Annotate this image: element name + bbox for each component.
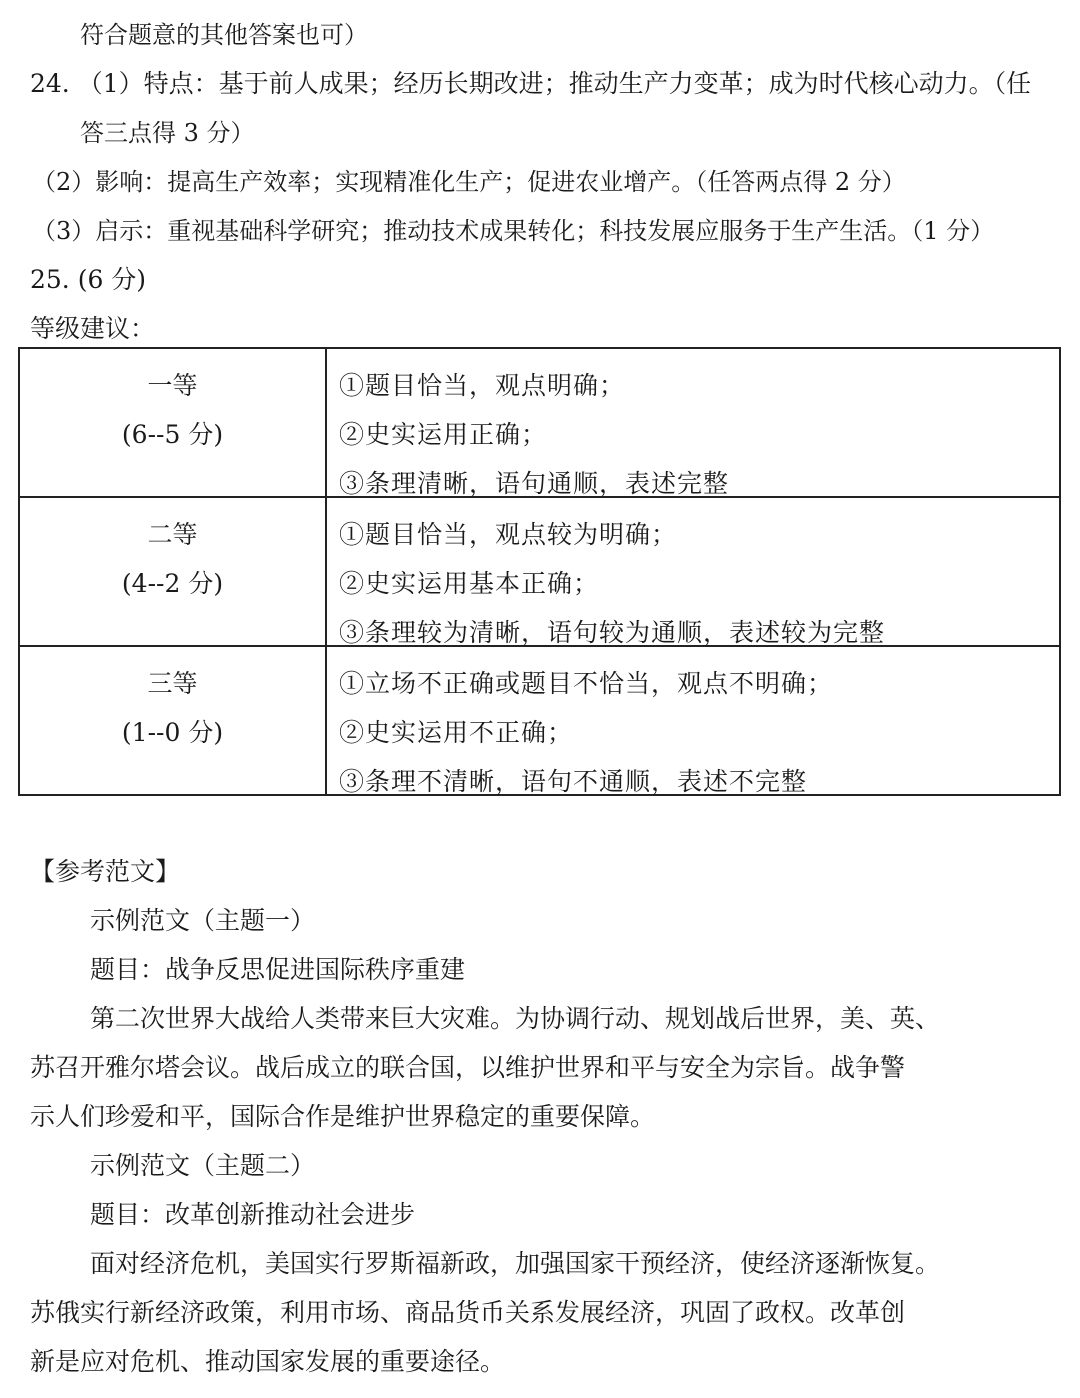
criteria-cell [326, 348, 1060, 497]
level-cell [19, 497, 326, 646]
criterion: ③条理不清晰，语句不通顺，表述不完整 [339, 767, 808, 796]
grading-table [18, 347, 1061, 796]
q25-heading: 25. (6 分) [30, 265, 147, 294]
q24-part3: （3）启示：重视基础科学研究；推动技术成果转化；科技发展应服务于生产生活。（1 分） [32, 217, 995, 245]
continued-answer-note: 符合题意的其他答案也可） [80, 21, 368, 49]
level-score: (4--2 分) [121, 569, 224, 598]
criteria-cell [326, 497, 1060, 646]
sample2-paragraph-line: 苏俄实行新经济政策，利用市场、商品货币关系发展经济，巩固了政权。改革创 [30, 1298, 906, 1327]
criterion: ①题目恰当，观点较为明确； [339, 520, 678, 549]
sample1-label: 示例范文（主题一） [90, 906, 316, 935]
criterion: ①立场不正确或题目不恰当，观点不明确； [339, 669, 834, 698]
sample1-paragraph-line: 苏召开雅尔塔会议。战后成立的联合国，以维护世界和平与安全为宗旨。战争警 [30, 1053, 906, 1082]
q24-part1-line2: 答三点得 3 分） [80, 119, 255, 147]
level-cell [19, 348, 326, 497]
criterion: ③条理较为清晰，语句较为通顺，表述较为完整 [339, 618, 886, 647]
level-name: 三等 [147, 669, 198, 698]
criterion: ①题目恰当，观点明确； [339, 371, 626, 400]
criteria-cell [326, 646, 1060, 795]
grade-suggestion-title: 等级建议： [30, 314, 156, 343]
level-score: (6--5 分) [121, 420, 224, 449]
table-row [19, 348, 1060, 497]
sample1-title: 题目：战争反思促进国际秩序重建 [90, 955, 466, 984]
q24-part1-line1: 24. （1）特点：基于前人成果；经历长期改进；推动生产力变革；成为时代核心动力。（任 [30, 69, 1032, 98]
criterion: ②史实运用不正确； [339, 718, 574, 747]
sample1-paragraph-line: 第二次世界大战给人类带来巨大灾难。为协调行动、规划战后世界，美、英、 [90, 1004, 941, 1033]
reference-essay-heading: 【参考范文】 [30, 857, 181, 886]
criterion: ③条理清晰，语句通顺，表述完整 [339, 469, 730, 498]
criterion: ②史实运用基本正确； [339, 569, 600, 598]
sample2-paragraph-line: 新是应对危机、推动国家发展的重要途径。 [30, 1347, 506, 1376]
sample2-title: 题目：改革创新推动社会进步 [90, 1200, 416, 1229]
level-cell [19, 646, 326, 795]
sample2-label: 示例范文（主题二） [90, 1151, 316, 1180]
criterion: ②史实运用正确； [339, 420, 548, 449]
level-score: (1--0 分) [121, 718, 224, 747]
level-name: 二等 [147, 520, 198, 549]
q24-part2: （2）影响：提高生产效率；实现精准化生产；促进农业增产。（任答两点得 2 分） [32, 168, 906, 196]
sample2-paragraph-line: 面对经济危机，美国实行罗斯福新政，加强国家干预经济，使经济逐渐恢复。 [90, 1249, 941, 1278]
table-row [19, 497, 1060, 646]
sample1-paragraph-line: 示人们珍爱和平，国际合作是维护世界稳定的重要保障。 [30, 1102, 656, 1131]
level-name: 一等 [147, 371, 198, 400]
table-row [19, 646, 1060, 795]
